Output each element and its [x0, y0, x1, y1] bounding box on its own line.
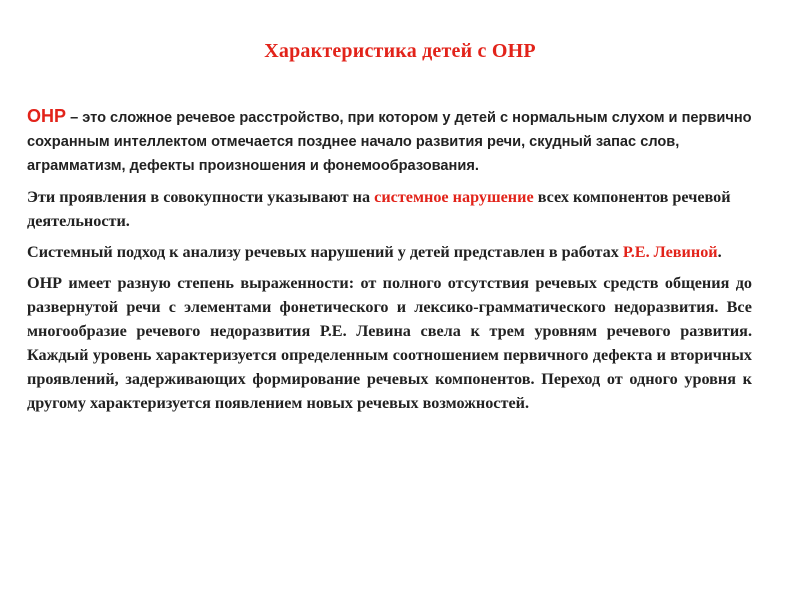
slide-body — [27, 104, 752, 422]
paragraph-levels: ОНР имеет разную степень выраженности: от полного отсутствия речевых средств общения до развернутой речи с элементами фонетического и лексико-грамматического недоразвития. Все многообразие речевого недоразвития Р.Е. Левина свела к трем уровням речевого развития. Каждый уровень характеризуется определенным соотношением первичного дефекта и вторичных проявлений, задерживающих формирование речевых компонентов. Переход от одного уровня к другому характеризуется появлением новых речевых возможностей. — [27, 274, 752, 412]
paragraph-approach — [27, 240, 752, 264]
systemic-text-after: всех компонентов речевой деятельности. — [27, 188, 731, 230]
approach-text-before: Системный подход к анализу речевых нарушений у детей представлен в работах — [27, 243, 623, 261]
term-onr: ОНР — [27, 106, 67, 126]
systemic-highlight: системное нарушение — [374, 188, 534, 206]
approach-highlight: Р.Е. Левиной — [622, 243, 718, 261]
definition-text: – это сложное речевое расстройство, при котором у детей с нормальным слухом и первично сохранным интеллектом отмечается позднее начало развития речи, скудный запас слов, аграмматизм, дефекты произношения и фонемообразования. — [27, 110, 752, 174]
paragraph-definition — [27, 104, 752, 178]
slide-title: Характеристика детей с ОНР — [264, 40, 536, 62]
approach-text-after: . — [717, 243, 722, 261]
paragraph-systemic — [27, 185, 752, 233]
systemic-text-before: Эти проявления в совокупности указывают на — [27, 188, 375, 206]
